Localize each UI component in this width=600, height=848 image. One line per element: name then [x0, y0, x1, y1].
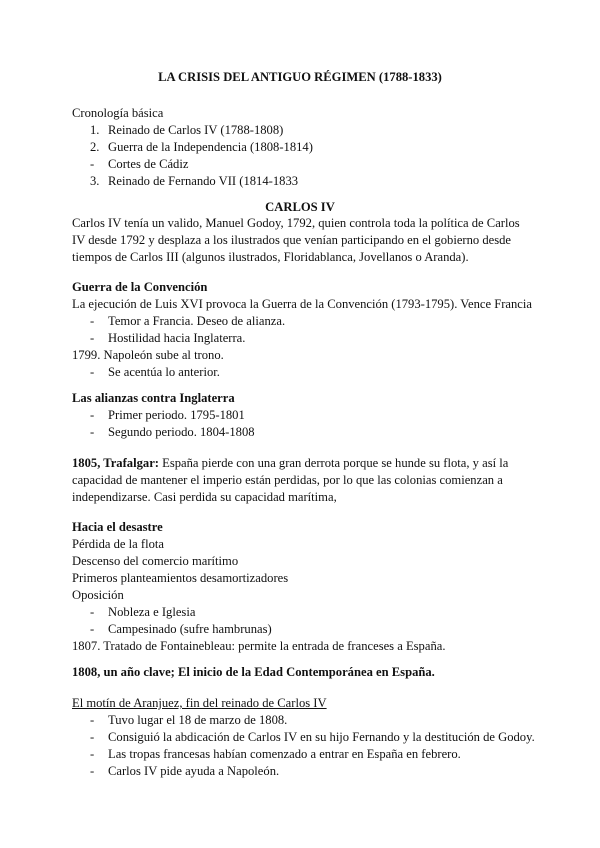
carlos-iv-section: [72, 215, 532, 266]
convencion-section: [72, 279, 532, 381]
alianzas-section: [72, 390, 532, 441]
desastre-line: Oposición: [72, 588, 124, 602]
list-item: - Nobleza e Iglesia: [90, 605, 196, 619]
convencion-line: La ejecución de Luis XVI provoca la Guerra de la Convención (1793-1795). Vence Francia: [72, 297, 532, 311]
desastre-heading: Hacia el desastre: [72, 520, 163, 534]
list-item: - Consiguió la abdicación de Carlos IV en su hijo Fernando y la destitución de Godoy.: [90, 730, 535, 744]
alianzas-heading: Las alianzas contra Inglaterra: [72, 391, 235, 405]
trafalgar-lead: 1805, Trafalgar:: [72, 456, 159, 470]
desastre-final-line: 1807. Tratado de Fontainebleau: permite la entrada de franceses a España.: [72, 639, 446, 653]
list-item: 1. Reinado de Carlos IV (1788-1808): [90, 123, 284, 137]
list-item: - Segundo periodo. 1804-1808: [90, 425, 255, 439]
convencion-heading: Guerra de la Convención: [72, 280, 208, 294]
carlos-iv-heading: CARLOS IV: [265, 200, 335, 214]
list-item: - Carlos IV pide ayuda a Napoleón.: [90, 764, 280, 778]
list-item: - Tuvo lugar el 18 de marzo de 1808.: [90, 713, 288, 727]
list-item: - Las tropas francesas habían comenzado a entrar en España en febrero.: [90, 747, 461, 761]
list-item: 3. Reinado de Fernando VII (1814-1833: [90, 174, 299, 188]
carlos-iv-paragraph: Carlos IV tenía un valido, Manuel Godoy, 1792, quien controla toda la política de Carlos IV desde 1792 y desplaza a los ilustrados que venían participando en el gobierno desde tiempos de Carlos III (algunos ilustrados, Floridablanca, Jovellanos o Aranda).: [72, 216, 520, 264]
desastre-line: Descenso del comercio marítimo: [72, 554, 239, 568]
list-item: - Temor a Francia. Deseo de alianza.: [90, 314, 286, 328]
aranjuez-section: [72, 695, 535, 780]
list-item: - Hostilidad hacia Inglaterra.: [90, 331, 246, 345]
list-item: - Primer periodo. 1795-1801: [90, 408, 245, 422]
document-title: LA CRISIS DEL ANTIGUO RÉGIMEN (1788-1833): [158, 70, 442, 84]
trafalgar-paragraph: [72, 455, 532, 506]
convencion-line-2: 1799. Napoleón sube al trono.: [72, 348, 224, 362]
trafalgar-section: [72, 455, 532, 506]
list-item: 2. Guerra de la Independencia (1808-1814): [90, 140, 313, 154]
list-item: - Cortes de Cádiz: [90, 157, 189, 171]
desastre-line: Pérdida de la flota: [72, 537, 164, 551]
list-item: - Se acentúa lo anterior.: [90, 365, 220, 379]
desastre-section: [72, 519, 532, 655]
cronologia-section: [72, 105, 532, 190]
cronologia-heading: Cronología básica: [72, 106, 164, 120]
ano-clave-heading: 1808, un año clave; El inicio de la Edad Contemporánea en España.: [72, 665, 435, 679]
desastre-line: Primeros planteamientos desamortizadores: [72, 571, 289, 585]
ano-clave-section: [72, 664, 532, 681]
aranjuez-heading: El motín de Aranjuez, fin del reinado de Carlos IV: [72, 696, 327, 710]
trafalgar-text: España pierde con una gran derrota porque se hunde su flota, y así la capacidad de mantener el imperio están perdidas, por lo que las colonias comienzan a independizarse. Casi perdida su capacidad marítima,: [72, 456, 509, 504]
list-item: - Campesinado (sufre hambrunas): [90, 622, 272, 636]
